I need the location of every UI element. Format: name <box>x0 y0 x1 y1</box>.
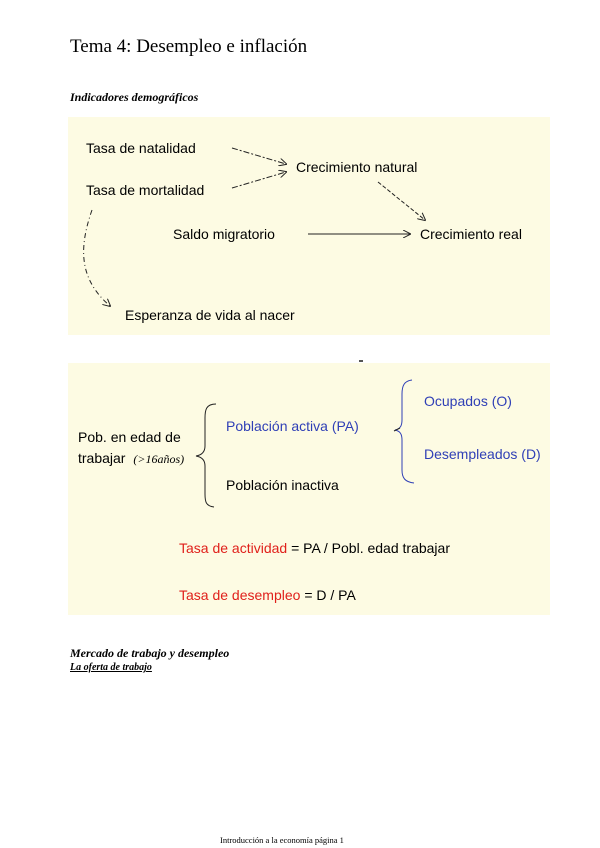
page-footer: Introducción a la economía página 1 <box>220 835 344 845</box>
label-esperanza-de-vida: Esperanza de vida al nacer <box>125 307 295 323</box>
brace-population <box>196 404 216 507</box>
label-natalidad: Tasa de natalidad <box>86 140 196 156</box>
label-pob-edad: Pob. en edad de <box>78 429 181 445</box>
section-heading-labor-market: Mercado de trabajo y desempleo <box>70 646 230 660</box>
label-trabajar-text: trabajar <box>78 450 126 466</box>
label-age: (>16años) <box>133 452 185 466</box>
tasa-desempleo-formula: = D / PA <box>304 587 356 603</box>
label-crecimiento-natural: Crecimiento natural <box>296 159 418 175</box>
brace-activa <box>395 380 414 483</box>
label-saldo-migratorio: Saldo migratorio <box>173 226 275 242</box>
section-heading-demographics: Indicadores demográficos <box>70 90 199 104</box>
label-poblacion-inactiva: Población inactiva <box>226 477 339 493</box>
subheading-labor-supply: La oferta de trabajo <box>70 662 152 673</box>
label-poblacion-activa: Población activa (PA) <box>226 418 359 434</box>
tasa-actividad-formula: = PA / Pobl. edad trabajar <box>291 540 450 556</box>
page-title: Tema 4: Desempleo e inflación <box>70 36 308 57</box>
label-desempleados: Desempleados (D) <box>424 446 541 462</box>
label-ocupados: Ocupados (O) <box>424 393 512 409</box>
label-crecimiento-real: Crecimiento real <box>420 226 522 242</box>
tasa-desempleo-label: Tasa de desempleo <box>179 587 301 603</box>
label-mortalidad: Tasa de mortalidad <box>86 182 205 198</box>
tasa-actividad-label: Tasa de actividad <box>179 540 288 556</box>
